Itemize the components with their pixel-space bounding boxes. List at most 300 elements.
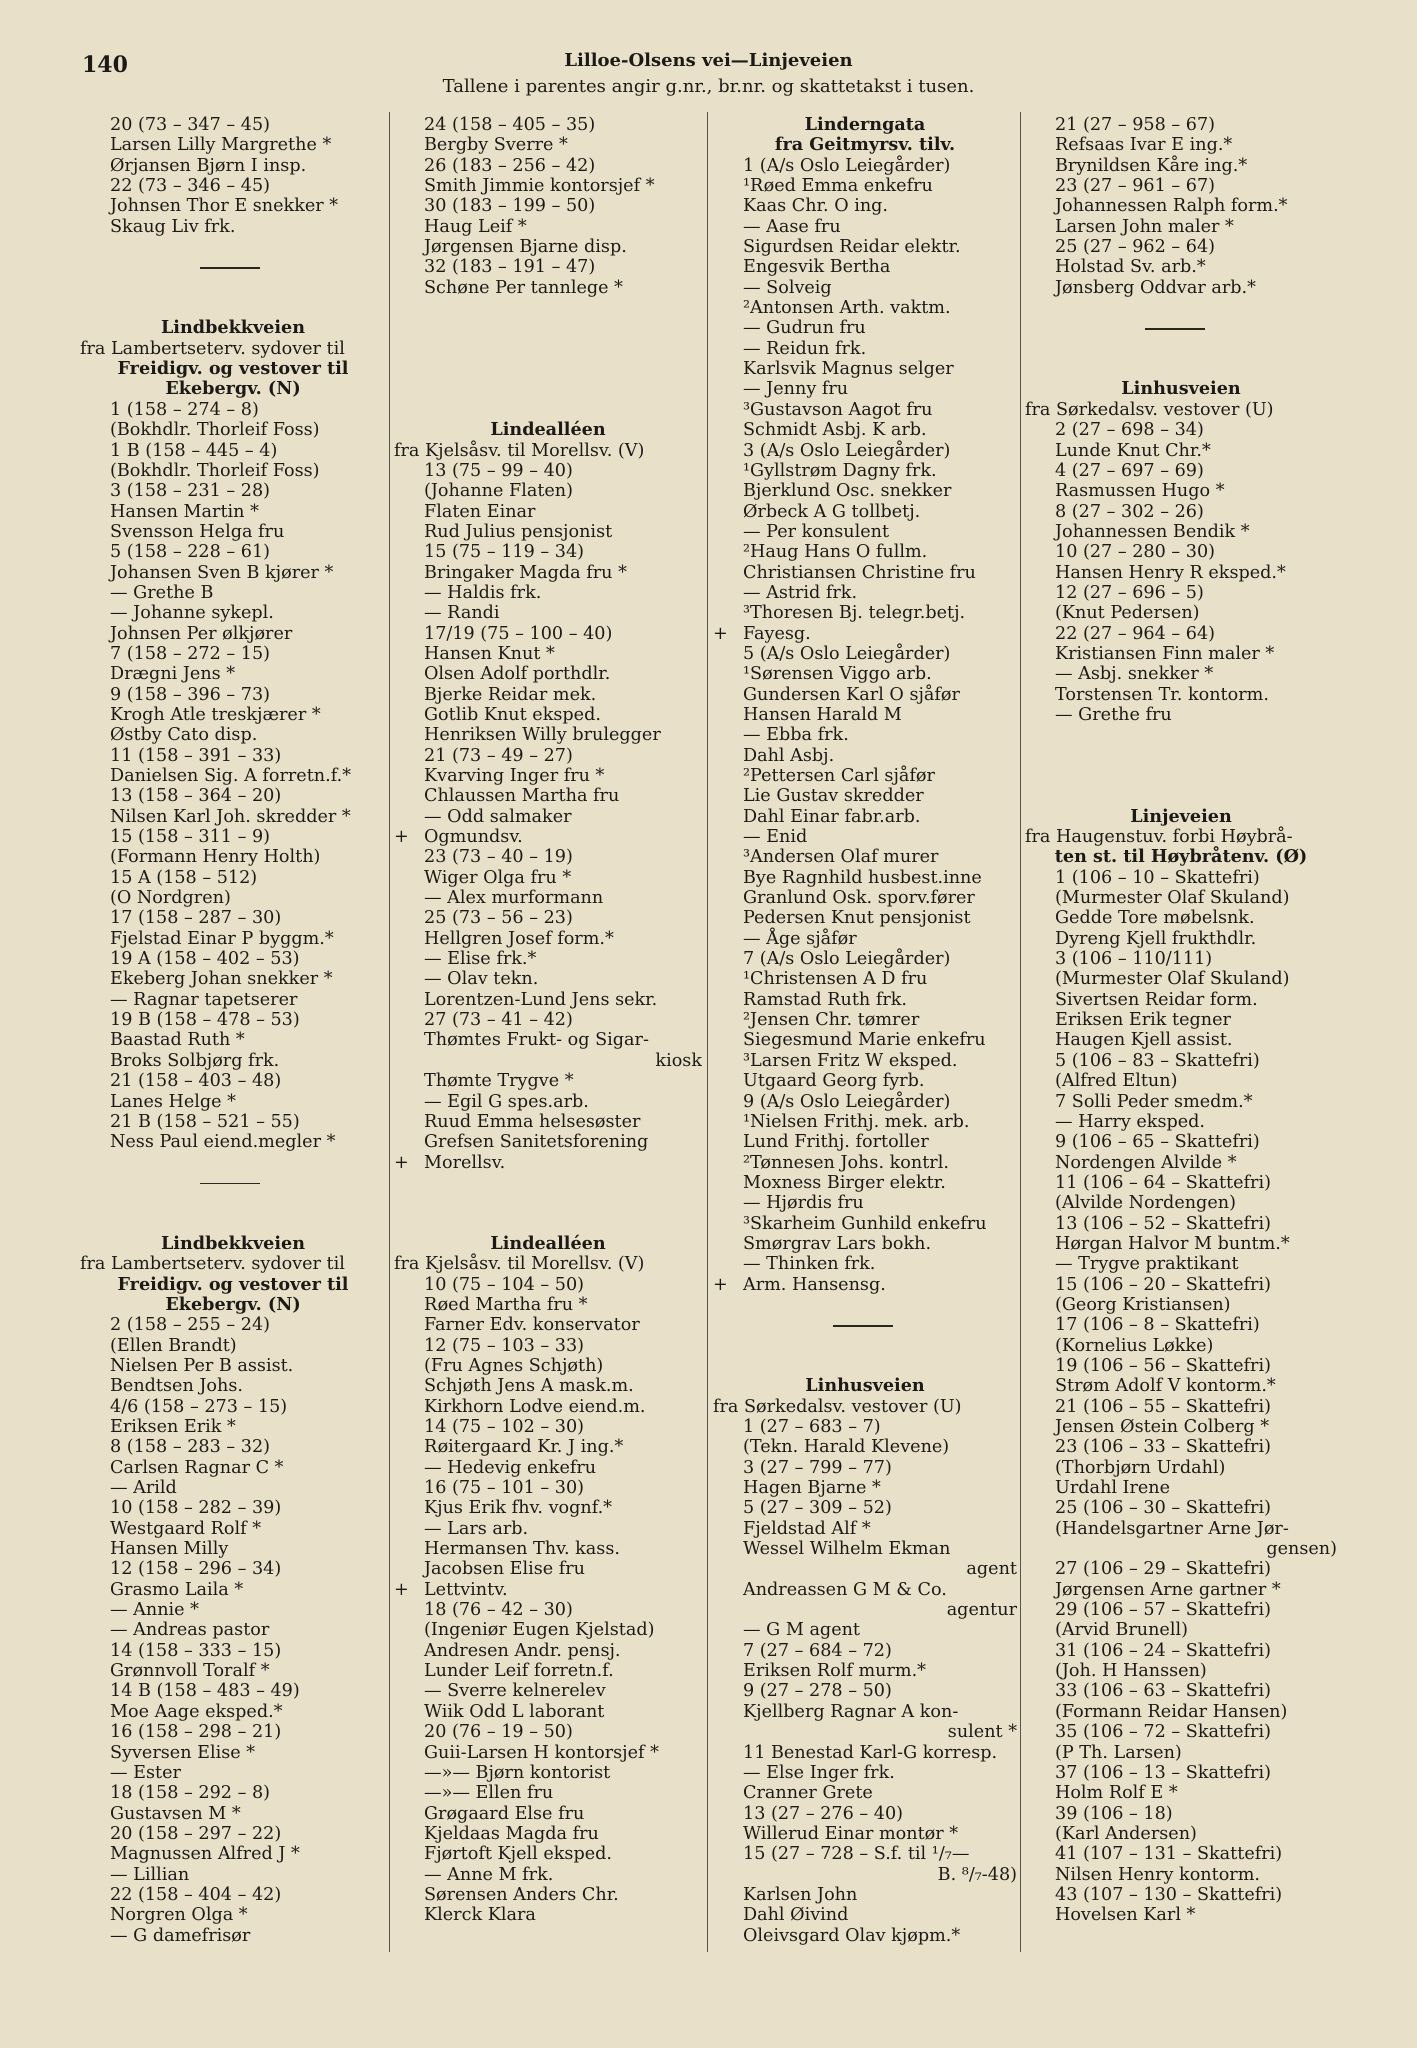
resident-line: Nilsen Henry kontorm. <box>1055 1864 1260 1885</box>
address-line: 7 Solli Peder smedm.* <box>1055 1091 1253 1112</box>
resident-line: Torstensen Tr. kontorm. <box>1055 684 1269 705</box>
resident-line: (Kornelius Løkke) <box>1055 1335 1214 1356</box>
column-divider <box>1020 112 1021 1952</box>
resident-line: Hansen Knut * <box>424 643 555 664</box>
directory-line <box>1025 1661 1337 1681</box>
address-line: 35 (106 – 72 – Skattefri) <box>1055 1722 1271 1743</box>
resident-line: (Bokhdlr. Thorleif Foss) <box>110 460 320 481</box>
directory-line <box>80 725 386 745</box>
directory-line <box>713 1437 1017 1457</box>
resident-line: Rud Julius pensjonist <box>424 521 613 542</box>
directory-line <box>713 1824 1017 1844</box>
cross-street-line: Fayesg. <box>743 623 811 644</box>
resident-line: Jacobsen Elise fru <box>424 1559 585 1580</box>
directory-line <box>713 1132 1017 1152</box>
directory-line <box>394 949 702 969</box>
directory-line <box>1025 1071 1337 1091</box>
address-line: 24 (158 – 405 – 35) <box>424 115 596 135</box>
directory-line <box>80 441 386 461</box>
resident-line: ²Haug Hans O fullm. <box>743 542 928 563</box>
directory-line <box>80 542 386 562</box>
directory-line <box>1025 1885 1337 1905</box>
resident-line: Westgaard Rolf * <box>110 1518 262 1539</box>
resident-line: (Formann Henry Holth) <box>110 847 321 868</box>
directory-line <box>394 1458 702 1478</box>
address-line: 21 B (158 – 521 – 55) <box>110 1111 300 1132</box>
resident-line: Granlund Osk. sporv.fører <box>743 888 975 909</box>
resident-line: Haug Leif * <box>424 216 527 237</box>
directory-line <box>713 1010 1017 1030</box>
directory-line <box>713 1865 1017 1885</box>
directory-line <box>1025 481 1337 501</box>
address-line: 8 (158 – 283 – 32) <box>110 1437 271 1458</box>
resident-line: — Per konsulent <box>743 521 890 542</box>
resident-line: Kirkhorn Lodve eiend.m. <box>424 1396 646 1417</box>
directory-line <box>394 1559 702 1579</box>
address-line: 17 (106 – 8 – Skattefri) <box>1055 1315 1260 1336</box>
resident-line: Hansen Henry R eksped.* <box>1055 562 1286 583</box>
resident-line: — G damefrisør <box>110 1925 251 1946</box>
resident-line: Johannessen Ralph form.* <box>1055 196 1288 217</box>
directory-line <box>394 1722 702 1742</box>
resident-line: Refsaas Ivar E ing.* <box>1055 135 1233 156</box>
directory-line <box>394 156 702 176</box>
resident-line: Gedde Tore møbelsnk. <box>1055 908 1255 929</box>
cross-street-marker: + <box>394 1579 409 1600</box>
address-line: 1 (158 – 274 – 8) <box>110 399 259 420</box>
directory-line <box>713 685 1017 705</box>
resident-line: ³Andersen Olaf murer <box>743 847 939 868</box>
directory-line <box>713 624 1017 644</box>
directory-line <box>394 1132 702 1152</box>
address-line: 14 (75 – 102 – 30) <box>424 1417 585 1437</box>
resident-line: —»— Ellen fru <box>424 1783 554 1804</box>
directory-line <box>394 502 702 522</box>
directory-line <box>713 1681 1017 1701</box>
resident-line: (Joh. H Hanssen) <box>1055 1661 1207 1682</box>
directory-line <box>80 502 386 522</box>
directory-line <box>394 1743 702 1763</box>
resident-line: Gotlib Knut eksped. <box>424 704 601 725</box>
directory-line <box>80 1458 386 1478</box>
directory-line <box>394 664 702 684</box>
resident-line: Nordengen Alvilde * <box>1055 1152 1237 1173</box>
address-line: 25 (73 – 56 – 23) <box>424 908 573 929</box>
resident-line: Oleivsgard Olav kjøpm.* <box>743 1925 961 1946</box>
resident-line: Røed Martha fru * <box>424 1294 588 1315</box>
directory-line <box>80 1397 386 1417</box>
directory-line <box>1025 1681 1337 1701</box>
resident-line: Ekeberg Johan snekker * <box>110 969 333 990</box>
resident-line: Schjøth Jens A mask.m. <box>424 1376 634 1397</box>
directory-line <box>713 522 1017 542</box>
resident-line: Andreassen G M & Co. <box>743 1579 947 1600</box>
directory-line <box>713 441 1017 461</box>
resident-line: ²Antonsen Arth. vaktm. <box>743 298 951 319</box>
resident-line: Syversen Elise * <box>110 1742 256 1763</box>
directory-line <box>80 1092 386 1112</box>
address-line: 19 B (158 – 478 – 53) <box>110 1010 300 1031</box>
directory-line <box>1025 705 1337 725</box>
address-line: 3 (27 – 799 – 77) <box>743 1457 892 1478</box>
resident-line: Fjelstad Einar P byggm.* <box>110 928 334 949</box>
resident-line: (Arvid Brunell) <box>1055 1620 1188 1641</box>
resident-line: (P Th. Larsen) <box>1055 1742 1182 1763</box>
directory-line <box>1025 990 1337 1010</box>
directory-line <box>713 1763 1017 1783</box>
street-description: fra Sørkedalsv. vestover (U) <box>1025 399 1274 420</box>
resident-line: — Hjørdis fru <box>743 1193 864 1214</box>
page-number: 140 <box>82 52 128 78</box>
address-line: 22 (73 – 346 – 45) <box>110 176 271 197</box>
address-line: 15 (158 – 311 – 9) <box>110 827 271 848</box>
directory-line <box>713 847 1017 867</box>
directory-line <box>394 318 702 338</box>
address-line: 1 (106 – 10 – Skattefri) <box>1055 867 1260 888</box>
resident-line: Gustavsen M * <box>110 1803 241 1824</box>
resident-line: Ramstad Ruth frk. <box>743 989 908 1010</box>
address-line: 15 A (158 – 512) <box>110 867 258 888</box>
directory-line <box>713 1641 1017 1661</box>
directory-line <box>1025 257 1337 277</box>
resident-line: Kjellberg Ragnar A kon- <box>743 1701 959 1722</box>
address-line: 19 A (158 – 402 – 53) <box>110 949 300 970</box>
resident-line: (Knut Pedersen) <box>1055 603 1200 624</box>
address-line: 41 (107 – 131 – Skattefri) <box>1055 1844 1283 1865</box>
directory-line <box>713 1559 1017 1579</box>
directory-line <box>713 1356 1017 1376</box>
directory-line <box>713 1743 1017 1763</box>
directory-line <box>1025 156 1337 176</box>
directory-line <box>394 1092 702 1112</box>
directory-line <box>394 746 702 766</box>
directory-line <box>80 135 386 155</box>
directory-line <box>80 969 386 989</box>
directory-line <box>1025 1519 1337 1539</box>
directory-line <box>713 1600 1017 1620</box>
directory-line <box>1025 1580 1337 1600</box>
directory-line <box>1025 522 1337 542</box>
section-divider <box>713 1325 773 1326</box>
directory-line <box>1025 725 1337 745</box>
directory-line <box>394 1417 702 1437</box>
address-line: 14 B (158 – 483 – 49) <box>110 1681 300 1702</box>
directory-line <box>80 1356 386 1376</box>
resident-line: Moe Aage eksped.* <box>110 1701 283 1722</box>
resident-line: — G M agent <box>743 1620 861 1641</box>
directory-line <box>1025 766 1337 786</box>
resident-line: — Gudrun fru <box>743 318 866 339</box>
resident-line: (Thorbjørn Urdahl) <box>1055 1457 1226 1478</box>
address-line: 9 (158 – 396 – 73) <box>110 684 271 705</box>
address-line: 3 (106 – 110/111) <box>1055 949 1213 970</box>
directory-line <box>394 1905 702 1925</box>
resident-line: Grøgaard Else fru <box>424 1803 585 1824</box>
resident-line: Siegesmund Marie enkefru <box>743 1030 986 1051</box>
directory-line <box>80 481 386 501</box>
directory-line <box>713 1783 1017 1803</box>
page-subtitle: Tallene i parentes angir g.nr., br.nr. og skattetakst i tusen. <box>442 76 975 97</box>
directory-line <box>1025 502 1337 522</box>
directory-line <box>713 1905 1017 1925</box>
directory-line <box>394 135 702 155</box>
directory-line <box>394 298 702 318</box>
directory-line <box>394 1763 702 1783</box>
directory-line <box>80 908 386 928</box>
address-line: 19 (106 – 56 – Skattefri) <box>1055 1355 1271 1376</box>
street-description: fra Lambertseterv. sydover til <box>80 338 345 359</box>
directory-line <box>1025 217 1337 237</box>
directory-line <box>1025 1376 1337 1396</box>
directory-line <box>80 1234 386 1254</box>
resident-line: Sigurdsen Reidar elektr. <box>743 237 961 258</box>
resident-line: Christiansen Christine fru <box>743 562 976 583</box>
resident-line: Sørensen Anders Chr. <box>424 1884 619 1905</box>
address-line: 1 B (158 – 445 – 4) <box>110 440 278 461</box>
address-line: 8 (27 – 302 – 26) <box>1055 501 1204 522</box>
directory-line <box>80 1702 386 1722</box>
resident-line: — Trygve praktikant <box>1055 1254 1239 1275</box>
address-line: 13 (158 – 364 – 20) <box>110 786 282 807</box>
resident-line: Bye Ragnhild husbest.inne <box>743 867 982 888</box>
directory-line <box>1025 461 1337 481</box>
directory-line <box>1025 1112 1337 1132</box>
directory-line <box>1025 1478 1337 1498</box>
directory-line <box>80 603 386 623</box>
resident-line: Strøm Adolf V kontorm.* <box>1055 1376 1276 1397</box>
address-line: 15 (27 – 728 – S.f. til ¹/₇— <box>743 1844 970 1865</box>
resident-line: — Jenny fru <box>743 379 849 400</box>
directory-line <box>713 725 1017 745</box>
directory-line <box>394 603 702 623</box>
address-line: 1 (27 – 683 – 7) <box>743 1417 881 1437</box>
directory-line <box>80 176 386 196</box>
resident-line: Jørgensen Bjarne disp. <box>424 237 627 258</box>
directory-line <box>713 949 1017 969</box>
directory-line <box>1025 1417 1337 1437</box>
address-line: 16 (158 – 298 – 21) <box>110 1722 282 1743</box>
resident-line: Dahl Asbj. <box>743 745 835 766</box>
directory-line <box>394 1539 702 1559</box>
address-line: 3 (A/s Oslo Leiegårder) <box>743 440 951 461</box>
resident-line: Gundersen Karl O sjåfør <box>743 684 960 705</box>
resident-line: (Johanne Flaten) <box>424 481 573 502</box>
resident-line: Nilsen Karl Joh. skredder * <box>110 806 351 827</box>
address-line: 13 (27 – 276 – 40) <box>743 1803 904 1824</box>
directory-line <box>394 990 702 1010</box>
resident-line: Kaas Chr. O ing. <box>743 196 889 217</box>
resident-line: — Johanne sykepl. <box>110 603 274 624</box>
directory-line <box>1025 847 1337 867</box>
address-line: 14 (158 – 333 – 15) <box>110 1640 282 1661</box>
resident-line: ¹Gyllstrøm Dagny frk. <box>743 460 937 481</box>
resident-line: — Odd salmaker <box>424 806 572 827</box>
resident-line: — Solveig <box>743 277 832 298</box>
directory-line <box>80 1153 386 1173</box>
resident-line: ¹Nielsen Frithj. mek. arb. <box>743 1111 970 1132</box>
address-line: 27 (73 – 41 – 42) <box>424 1010 573 1031</box>
directory-line <box>713 827 1017 847</box>
directory-line <box>394 644 702 664</box>
street-heading: Ekebergv. (N) <box>165 378 301 400</box>
directory-line <box>394 257 702 277</box>
resident-line: Hovelsen Karl * <box>1055 1905 1196 1926</box>
directory-line <box>713 807 1017 827</box>
directory-line <box>1025 1763 1337 1783</box>
directory-line <box>1025 1783 1337 1803</box>
directory-line <box>394 115 702 135</box>
cross-street-line: Lettvintv. <box>424 1579 508 1600</box>
directory-line <box>80 1641 386 1661</box>
directory-line <box>713 786 1017 806</box>
directory-line <box>1025 868 1337 888</box>
resident-line: Olsen Adolf porthdlr. <box>424 664 611 685</box>
directory-line <box>394 1153 702 1173</box>
resident-line: — Enid <box>743 827 808 848</box>
resident-line: Hansen Milly <box>110 1539 229 1560</box>
directory-line <box>713 1661 1017 1681</box>
directory-line <box>394 542 702 562</box>
directory-column-1 <box>80 115 386 2040</box>
directory-line <box>80 1315 386 1335</box>
resident-line: — Lillian <box>110 1864 190 1885</box>
directory-line <box>1025 359 1337 379</box>
resident-line: Lunder Leif forretn.f. <box>424 1661 614 1682</box>
directory-line <box>713 1295 1017 1315</box>
resident-line: Karlsvik Magnus selger <box>743 359 954 380</box>
directory-line <box>80 949 386 969</box>
directory-line <box>1025 1722 1337 1742</box>
directory-line <box>80 786 386 806</box>
directory-line <box>394 766 702 786</box>
resident-line: — Asbj. snekker * <box>1055 664 1214 685</box>
directory-line <box>1025 1132 1337 1152</box>
address-line: 32 (183 – 191 – 47) <box>424 257 596 278</box>
directory-line <box>394 339 702 359</box>
directory-line <box>713 1885 1017 1905</box>
directory-line <box>1025 237 1337 257</box>
resident-line: Johnsen Per ølkjører <box>110 623 293 644</box>
resident-line: ³Larsen Fritz W eksped. <box>743 1050 958 1071</box>
resident-line: ³Skarheim Gunhild enkefru <box>743 1213 987 1234</box>
resident-line: — Lars arb. <box>424 1518 529 1539</box>
resident-line: Karlsen John <box>743 1884 858 1905</box>
directory-line <box>713 1804 1017 1824</box>
continuation-line: B. ⁸/₇-48) <box>937 1864 1017 1885</box>
directory-line <box>394 786 702 806</box>
directory-line <box>713 664 1017 684</box>
directory-line <box>394 1295 702 1315</box>
directory-line <box>394 1376 702 1396</box>
directory-line <box>713 420 1017 440</box>
directory-line <box>80 1539 386 1559</box>
address-line: 15 (106 – 20 – Skattefri) <box>1055 1274 1271 1295</box>
resident-line: — Randi <box>424 603 500 624</box>
section-divider <box>80 267 140 268</box>
directory-line <box>713 379 1017 399</box>
resident-line: Johannessen Bendik * <box>1055 521 1250 542</box>
address-line: 11 (106 – 64 – Skattefri) <box>1055 1172 1271 1193</box>
resident-line: Hansen Martin * <box>110 501 259 522</box>
directory-line <box>394 969 702 989</box>
directory-line <box>394 359 702 379</box>
resident-line: Smørgrav Lars bokh. <box>743 1233 932 1254</box>
address-line: 16 (75 – 101 – 30) <box>424 1478 585 1499</box>
directory-line <box>394 1010 702 1030</box>
resident-line: (Tekn. Harald Klevene) <box>743 1437 950 1458</box>
directory-line <box>394 705 702 725</box>
directory-line <box>713 156 1017 176</box>
directory-line <box>80 1681 386 1701</box>
column-divider <box>389 112 390 1952</box>
directory-line <box>713 1926 1017 1946</box>
directory-line <box>80 583 386 603</box>
resident-line: Fjeldstad Alf * <box>743 1518 871 1539</box>
resident-line: Bendtsen Johs. <box>110 1376 243 1397</box>
directory-line <box>713 461 1017 481</box>
resident-line: Wiger Olga fru * <box>424 867 572 888</box>
directory-line <box>80 1051 386 1071</box>
directory-line <box>80 1661 386 1681</box>
directory-line <box>1025 888 1337 908</box>
directory-line <box>394 807 702 827</box>
resident-line: Ørjansen Bjørn I insp. <box>110 155 307 176</box>
directory-line <box>394 725 702 745</box>
directory-line <box>1025 1214 1337 1234</box>
address-line: 17 (158 – 287 – 30) <box>110 908 282 929</box>
resident-line: Holm Rolf E * <box>1055 1783 1178 1804</box>
address-line: 20 (73 – 347 – 45) <box>110 115 271 135</box>
resident-line: Schmidt Asbj. K arb. <box>743 420 927 441</box>
directory-line <box>713 1620 1017 1640</box>
directory-line <box>80 115 386 135</box>
directory-line <box>1025 929 1337 949</box>
address-line: 21 (73 – 49 – 27) <box>424 745 573 766</box>
address-line: 7 (27 – 684 – 72) <box>743 1640 892 1661</box>
address-line: 7 (A/s Oslo Leiegårder) <box>743 949 951 970</box>
resident-line: — Åge sjåfør <box>743 928 857 949</box>
directory-line <box>713 135 1017 155</box>
resident-line: — Anne M frk. <box>424 1864 554 1885</box>
resident-line: Smith Jimmie kontorsjef * <box>424 176 655 197</box>
resident-line: (O Nordgren) <box>110 888 231 909</box>
address-line: 5 (A/s Oslo Leiegårder) <box>743 643 951 664</box>
directory-column-2 <box>394 115 702 2040</box>
directory-line <box>394 400 702 420</box>
address-line: 37 (106 – 13 – Skattefri) <box>1055 1762 1271 1783</box>
directory-line <box>713 481 1017 501</box>
directory-line <box>80 400 386 420</box>
resident-line: Bergby Sverre * <box>424 135 568 156</box>
directory-line <box>394 1051 702 1071</box>
resident-line: Schøne Per tannlege * <box>424 277 623 298</box>
directory-line <box>1025 135 1337 155</box>
directory-line <box>1025 1600 1337 1620</box>
directory-line <box>713 1030 1017 1050</box>
directory-line <box>80 1600 386 1620</box>
resident-line: Lund Frithj. fortoller <box>743 1132 929 1153</box>
resident-line: Guii-Larsen H kontorsjef * <box>424 1742 659 1763</box>
directory-line <box>394 888 702 908</box>
resident-line: (Fru Agnes Schjøth) <box>424 1355 604 1376</box>
directory-line <box>713 1153 1017 1173</box>
directory-line <box>713 502 1017 522</box>
directory-line <box>394 929 702 949</box>
directory-line <box>80 1417 386 1437</box>
resident-line: ³Gustavson Aagot fru <box>743 399 933 420</box>
resident-line: —»— Bjørn kontorist <box>424 1762 611 1783</box>
street-description: fra Sørkedalsv. vestover (U) <box>713 1396 962 1417</box>
